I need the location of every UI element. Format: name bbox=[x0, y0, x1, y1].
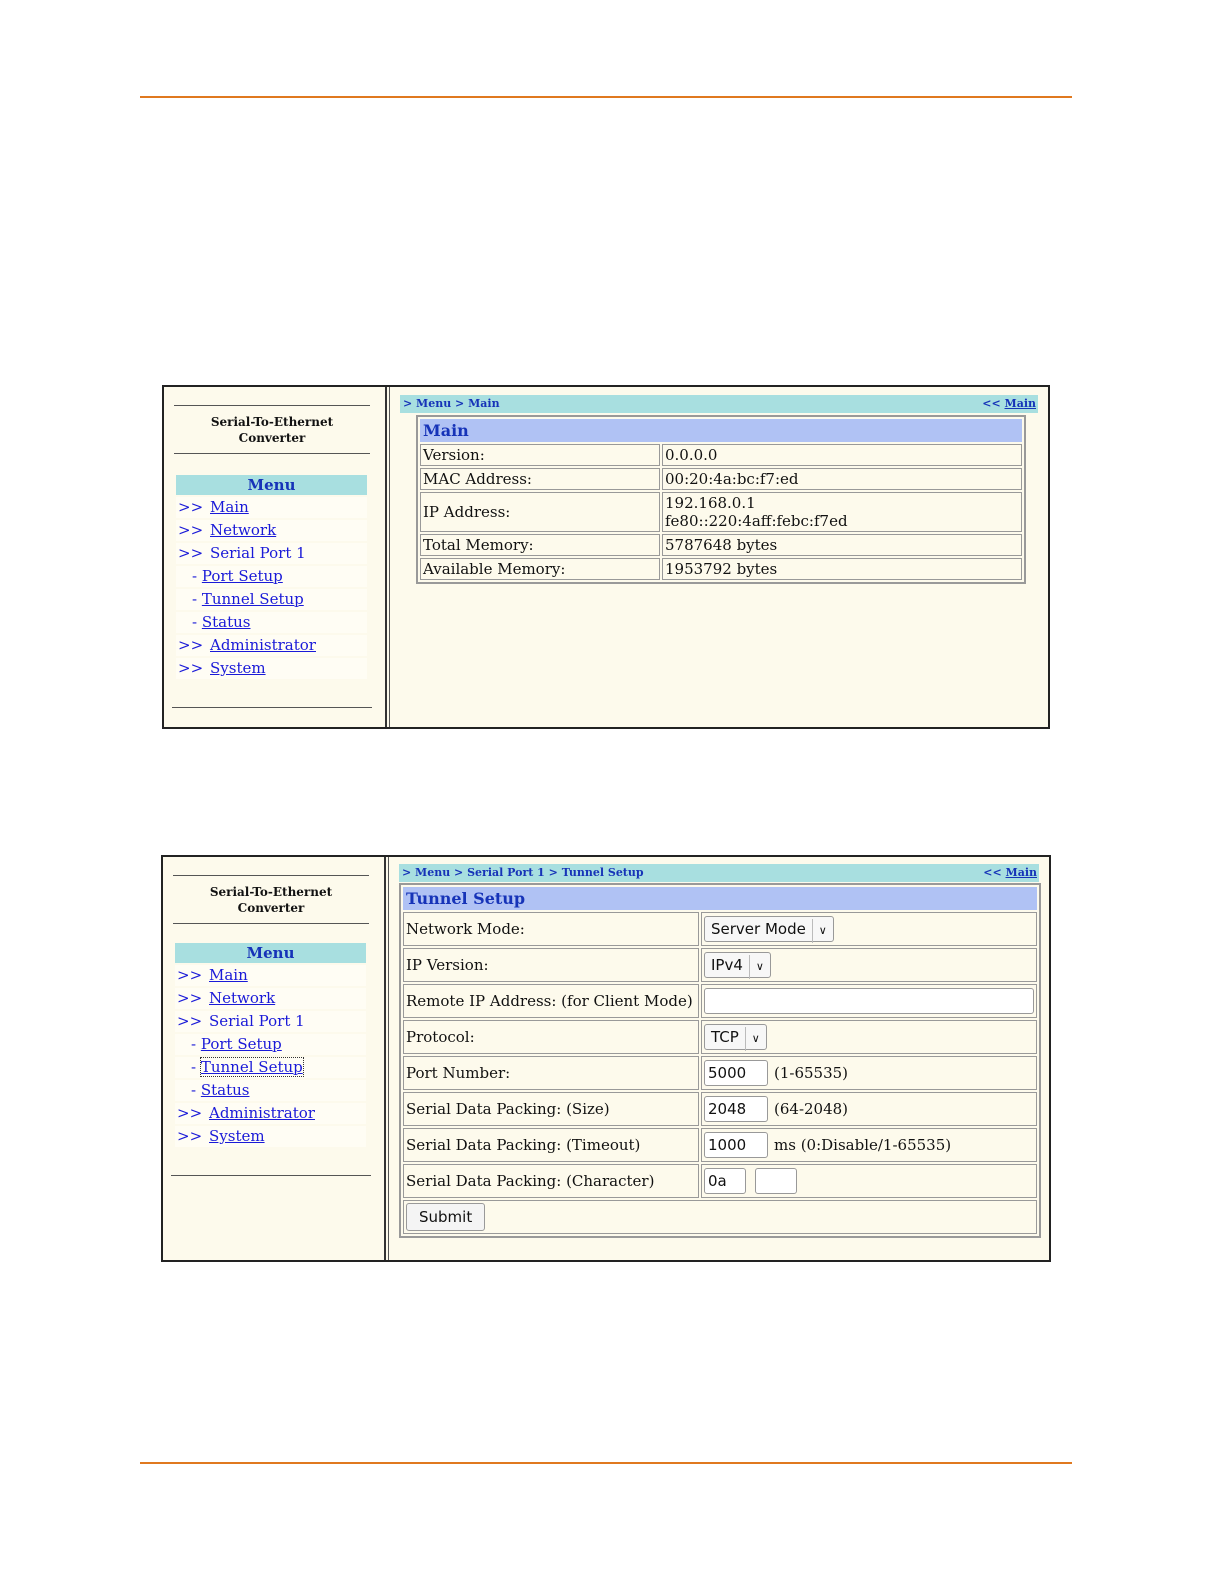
dash-icon: - bbox=[191, 1035, 197, 1053]
menu-link-main[interactable]: Main bbox=[209, 966, 248, 984]
arrow-icon: >> bbox=[177, 966, 203, 984]
back-arrow-icon: << bbox=[983, 866, 1002, 879]
table-row bbox=[420, 534, 1022, 556]
breadcrumb bbox=[399, 864, 1039, 882]
ip-address-label: IP Address: bbox=[420, 492, 660, 532]
arrow-icon: >> bbox=[178, 659, 204, 677]
brand-bottom-line bbox=[173, 923, 369, 924]
protocol-label: Protocol: bbox=[403, 1020, 699, 1054]
brand-bottom-line bbox=[174, 453, 370, 454]
menu-item-tunnel-setup[interactable] bbox=[175, 1057, 366, 1078]
arrow-icon: >> bbox=[177, 989, 203, 1007]
menu-item-status[interactable] bbox=[175, 1080, 366, 1101]
back-main-link[interactable]: Main bbox=[1005, 866, 1037, 879]
protocol-cell bbox=[701, 1020, 1037, 1054]
menu-header: Menu bbox=[176, 475, 367, 495]
version-label: Version: bbox=[420, 444, 660, 466]
menu-item-serial-port bbox=[175, 1011, 366, 1032]
arrow-icon: >> bbox=[178, 544, 204, 562]
menu-item-system[interactable] bbox=[175, 1126, 366, 1147]
tunnel-setup-form bbox=[399, 883, 1041, 1238]
ipv4-address: 192.168.0.1 bbox=[665, 494, 756, 512]
breadcrumb-path: > Menu > Main bbox=[403, 397, 500, 410]
submit-cell bbox=[403, 1200, 1037, 1234]
menu-header: Menu bbox=[175, 943, 366, 963]
brand-line2: Converter bbox=[238, 431, 306, 445]
network-mode-cell bbox=[701, 912, 1037, 946]
menu-item-system[interactable] bbox=[176, 658, 367, 679]
menu-item-port-setup[interactable] bbox=[175, 1034, 366, 1055]
bottom-rule bbox=[140, 1462, 1072, 1464]
remote-ip-input[interactable] bbox=[704, 988, 1034, 1014]
packing-timeout-hint: ms (0:Disable/1-65535) bbox=[774, 1136, 952, 1154]
packing-size-cell bbox=[701, 1092, 1037, 1126]
brand-top-line bbox=[174, 405, 370, 406]
menu-link-main[interactable]: Main bbox=[210, 498, 249, 516]
sidebar bbox=[164, 387, 385, 727]
breadcrumb-path: > Menu > Serial Port 1 > Tunnel Setup bbox=[402, 866, 644, 879]
form-row bbox=[403, 984, 1037, 1018]
menu-item-serial-port bbox=[176, 543, 367, 564]
port-number-label: Port Number: bbox=[403, 1056, 699, 1090]
dash-icon: - bbox=[191, 1058, 197, 1076]
page-title: Tunnel Setup bbox=[403, 887, 1037, 910]
packing-timeout-input[interactable]: 1000 bbox=[704, 1132, 768, 1158]
breadcrumb bbox=[400, 395, 1038, 413]
menu-link-system[interactable]: System bbox=[209, 1127, 265, 1145]
menu-item-administrator[interactable] bbox=[176, 635, 367, 656]
packing-char-label: Serial Data Packing: (Character) bbox=[403, 1164, 699, 1198]
menu-link-status[interactable]: Status bbox=[200, 1081, 250, 1099]
available-memory-value: 1953792 bytes bbox=[662, 558, 1022, 580]
back-nav bbox=[983, 864, 1037, 882]
form-row bbox=[403, 1056, 1037, 1090]
network-mode-select[interactable] bbox=[704, 916, 834, 942]
table-row bbox=[420, 444, 1022, 466]
network-mode-value: Server Mode bbox=[711, 920, 806, 938]
port-number-hint: (1-65535) bbox=[774, 1064, 849, 1082]
menu-link-system[interactable]: System bbox=[210, 659, 266, 677]
arrow-icon: >> bbox=[178, 498, 204, 516]
form-row bbox=[403, 1164, 1037, 1198]
menu-label-serial-port: Serial Port 1 bbox=[209, 1012, 305, 1030]
chevron-down-icon: ∨ bbox=[745, 1027, 766, 1051]
arrow-icon: >> bbox=[177, 1012, 203, 1030]
menu-item-network[interactable] bbox=[175, 988, 366, 1009]
table-row bbox=[420, 468, 1022, 490]
arrow-icon: >> bbox=[177, 1127, 203, 1145]
network-mode-label: Network Mode: bbox=[403, 912, 699, 946]
protocol-value: TCP bbox=[711, 1028, 739, 1046]
menu-item-tunnel-setup[interactable] bbox=[176, 589, 367, 610]
table-row bbox=[420, 492, 1022, 532]
arrow-icon: >> bbox=[178, 521, 204, 539]
menu-list bbox=[175, 965, 366, 1149]
brand-line2: Converter bbox=[237, 901, 305, 915]
menu-link-port-setup[interactable]: Port Setup bbox=[201, 567, 283, 585]
ip-version-value: IPv4 bbox=[711, 956, 743, 974]
total-memory-label: Total Memory: bbox=[420, 534, 660, 556]
packing-size-hint: (64-2048) bbox=[774, 1100, 849, 1118]
ip-version-label: IP Version: bbox=[403, 948, 699, 982]
form-row bbox=[403, 1020, 1037, 1054]
available-memory-label: Available Memory: bbox=[420, 558, 660, 580]
menu-item-status[interactable] bbox=[176, 612, 367, 633]
main-content bbox=[390, 387, 1048, 727]
menu-link-network[interactable]: Network bbox=[210, 521, 277, 539]
menu-link-port-setup[interactable]: Port Setup bbox=[200, 1035, 282, 1053]
version-value: 0.0.0.0 bbox=[662, 444, 1022, 466]
sidebar-bottom-line bbox=[172, 707, 372, 708]
dash-icon: - bbox=[192, 613, 198, 631]
packing-char-input[interactable]: 0a bbox=[704, 1168, 746, 1194]
chevron-down-icon: ∨ bbox=[812, 919, 833, 943]
mac-address-label: MAC Address: bbox=[420, 468, 660, 490]
port-number-cell bbox=[701, 1056, 1037, 1090]
brand-top-line bbox=[173, 875, 369, 876]
brand-line1: Serial-To-Ethernet bbox=[210, 415, 334, 429]
form-row bbox=[403, 1200, 1037, 1234]
menu-link-administrator[interactable]: Administrator bbox=[210, 636, 316, 654]
packing-size-label: Serial Data Packing: (Size) bbox=[403, 1092, 699, 1126]
brand-title bbox=[174, 414, 370, 446]
menu-link-status[interactable]: Status bbox=[201, 613, 251, 631]
tunnel-setup-screenshot bbox=[161, 855, 1051, 1262]
protocol-select[interactable] bbox=[704, 1024, 767, 1050]
menu-link-tunnel-setup[interactable]: Tunnel Setup bbox=[200, 1058, 303, 1076]
ip-version-select[interactable] bbox=[704, 952, 771, 978]
form-row bbox=[403, 912, 1037, 946]
menu-item-main[interactable] bbox=[176, 497, 367, 518]
packing-char-cell bbox=[701, 1164, 1037, 1198]
top-rule bbox=[140, 96, 1072, 98]
back-main-link[interactable]: Main bbox=[1004, 397, 1036, 410]
ip-address-value bbox=[662, 492, 1022, 532]
sidebar-bottom-line bbox=[171, 1175, 371, 1176]
form-row bbox=[403, 1092, 1037, 1126]
form-row bbox=[403, 1128, 1037, 1162]
packing-timeout-cell bbox=[701, 1128, 1037, 1162]
brand-line1: Serial-To-Ethernet bbox=[209, 885, 333, 899]
menu-list bbox=[176, 497, 367, 681]
page-title: Main bbox=[420, 419, 1022, 442]
sidebar bbox=[163, 857, 384, 1260]
menu-link-administrator[interactable]: Administrator bbox=[209, 1104, 315, 1122]
packing-size-input[interactable]: 2048 bbox=[704, 1096, 768, 1122]
dash-icon: - bbox=[192, 567, 198, 585]
ip-version-cell bbox=[701, 948, 1037, 982]
form-row bbox=[403, 948, 1037, 982]
menu-item-port-setup[interactable] bbox=[176, 566, 367, 587]
dash-icon: - bbox=[191, 1081, 197, 1099]
main-page-screenshot bbox=[162, 385, 1050, 729]
back-nav bbox=[982, 395, 1036, 413]
mac-address-value: 00:20:4a:bc:f7:ed bbox=[662, 468, 1022, 490]
brand-title bbox=[173, 884, 369, 916]
packing-timeout-label: Serial Data Packing: (Timeout) bbox=[403, 1128, 699, 1162]
menu-item-main[interactable] bbox=[175, 965, 366, 986]
menu-link-network[interactable]: Network bbox=[209, 989, 276, 1007]
menu-label-serial-port: Serial Port 1 bbox=[210, 544, 306, 562]
table-row bbox=[420, 558, 1022, 580]
ipv6-address: fe80::220:4aff:febc:f7ed bbox=[665, 512, 848, 530]
submit-button[interactable]: Submit bbox=[406, 1203, 485, 1231]
back-arrow-icon: << bbox=[982, 397, 1001, 410]
remote-ip-cell bbox=[701, 984, 1037, 1018]
menu-item-network[interactable] bbox=[176, 520, 367, 541]
dash-icon: - bbox=[192, 590, 198, 608]
main-info-table bbox=[416, 415, 1026, 584]
menu-item-administrator[interactable] bbox=[175, 1103, 366, 1124]
arrow-icon: >> bbox=[177, 1104, 203, 1122]
arrow-icon: >> bbox=[178, 636, 204, 654]
total-memory-value: 5787648 bytes bbox=[662, 534, 1022, 556]
remote-ip-label: Remote IP Address: (for Client Mode) bbox=[403, 984, 699, 1018]
menu-link-tunnel-setup[interactable]: Tunnel Setup bbox=[201, 590, 304, 608]
packing-char-input-2[interactable] bbox=[755, 1168, 797, 1194]
chevron-down-icon: ∨ bbox=[749, 955, 770, 979]
tunnel-content bbox=[389, 857, 1049, 1260]
port-number-input[interactable]: 5000 bbox=[704, 1060, 768, 1086]
